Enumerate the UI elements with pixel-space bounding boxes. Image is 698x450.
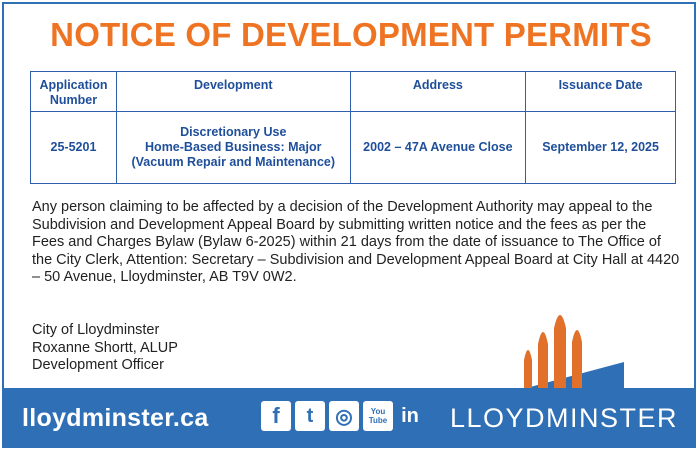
notice-frame xyxy=(2,2,696,448)
brand-wordmark: LLOYDMINSTER xyxy=(449,403,678,433)
header-address: Address xyxy=(350,72,526,112)
cell-issuance-date: September 12, 2025 xyxy=(526,112,676,184)
youtube-icon[interactable]: You Tube xyxy=(363,401,393,431)
signature-line-2: Roxanne Shortt, ALUP xyxy=(32,339,178,356)
website-link[interactable]: lloydminster.ca xyxy=(22,404,209,432)
development-line-3: (Vacuum Repair and Maintenance) xyxy=(131,155,336,169)
table-header-row xyxy=(31,72,676,112)
header-development: Development xyxy=(116,72,350,112)
table-row xyxy=(31,112,676,184)
header-issuance-date: Issuance Date xyxy=(526,72,676,112)
facebook-icon[interactable]: f xyxy=(261,401,291,431)
cell-application-number: 25-5201 xyxy=(31,112,117,184)
linkedin-icon[interactable]: in xyxy=(401,404,419,427)
permits-table xyxy=(30,71,676,184)
instagram-icon[interactable]: ◎ xyxy=(329,401,359,431)
footer-bar xyxy=(2,388,696,448)
header-application-number xyxy=(31,72,117,112)
development-line-2: Home-Based Business: Major xyxy=(145,140,322,154)
development-line-1: Discretionary Use xyxy=(180,125,287,139)
lloydminster-logo-icon xyxy=(504,302,624,394)
cell-development xyxy=(116,112,350,184)
header-application-line2: Number xyxy=(49,93,98,107)
signature-line-3: Development Officer xyxy=(32,357,164,374)
appeal-paragraph: Any person claiming to be affected by a decision of the Development Authority may appeal to the Subdivision and Development Appeal Board by submitting written notice and the fees as per the Fees and Charges Bylaw (Bylaw 6-2025) within 21 days from the date of issuance to The Office of the City Clerk, Attention: Secretary – Subdivision and Development Appeal Board at City Hall at 4420 – 50 Avenue, Lloydminster, AB T9V 0W2. xyxy=(32,199,680,286)
signature-line-1: City of Lloydminster xyxy=(32,322,160,338)
twitter-icon[interactable]: t xyxy=(295,401,325,431)
header-application-line1: Application xyxy=(39,78,108,92)
cell-address: 2002 – 47A Avenue Close xyxy=(350,112,526,184)
social-icons xyxy=(261,401,423,431)
signature-block xyxy=(32,322,178,375)
notice-title: NOTICE OF DEVELOPMENT PERMITS xyxy=(50,16,652,53)
